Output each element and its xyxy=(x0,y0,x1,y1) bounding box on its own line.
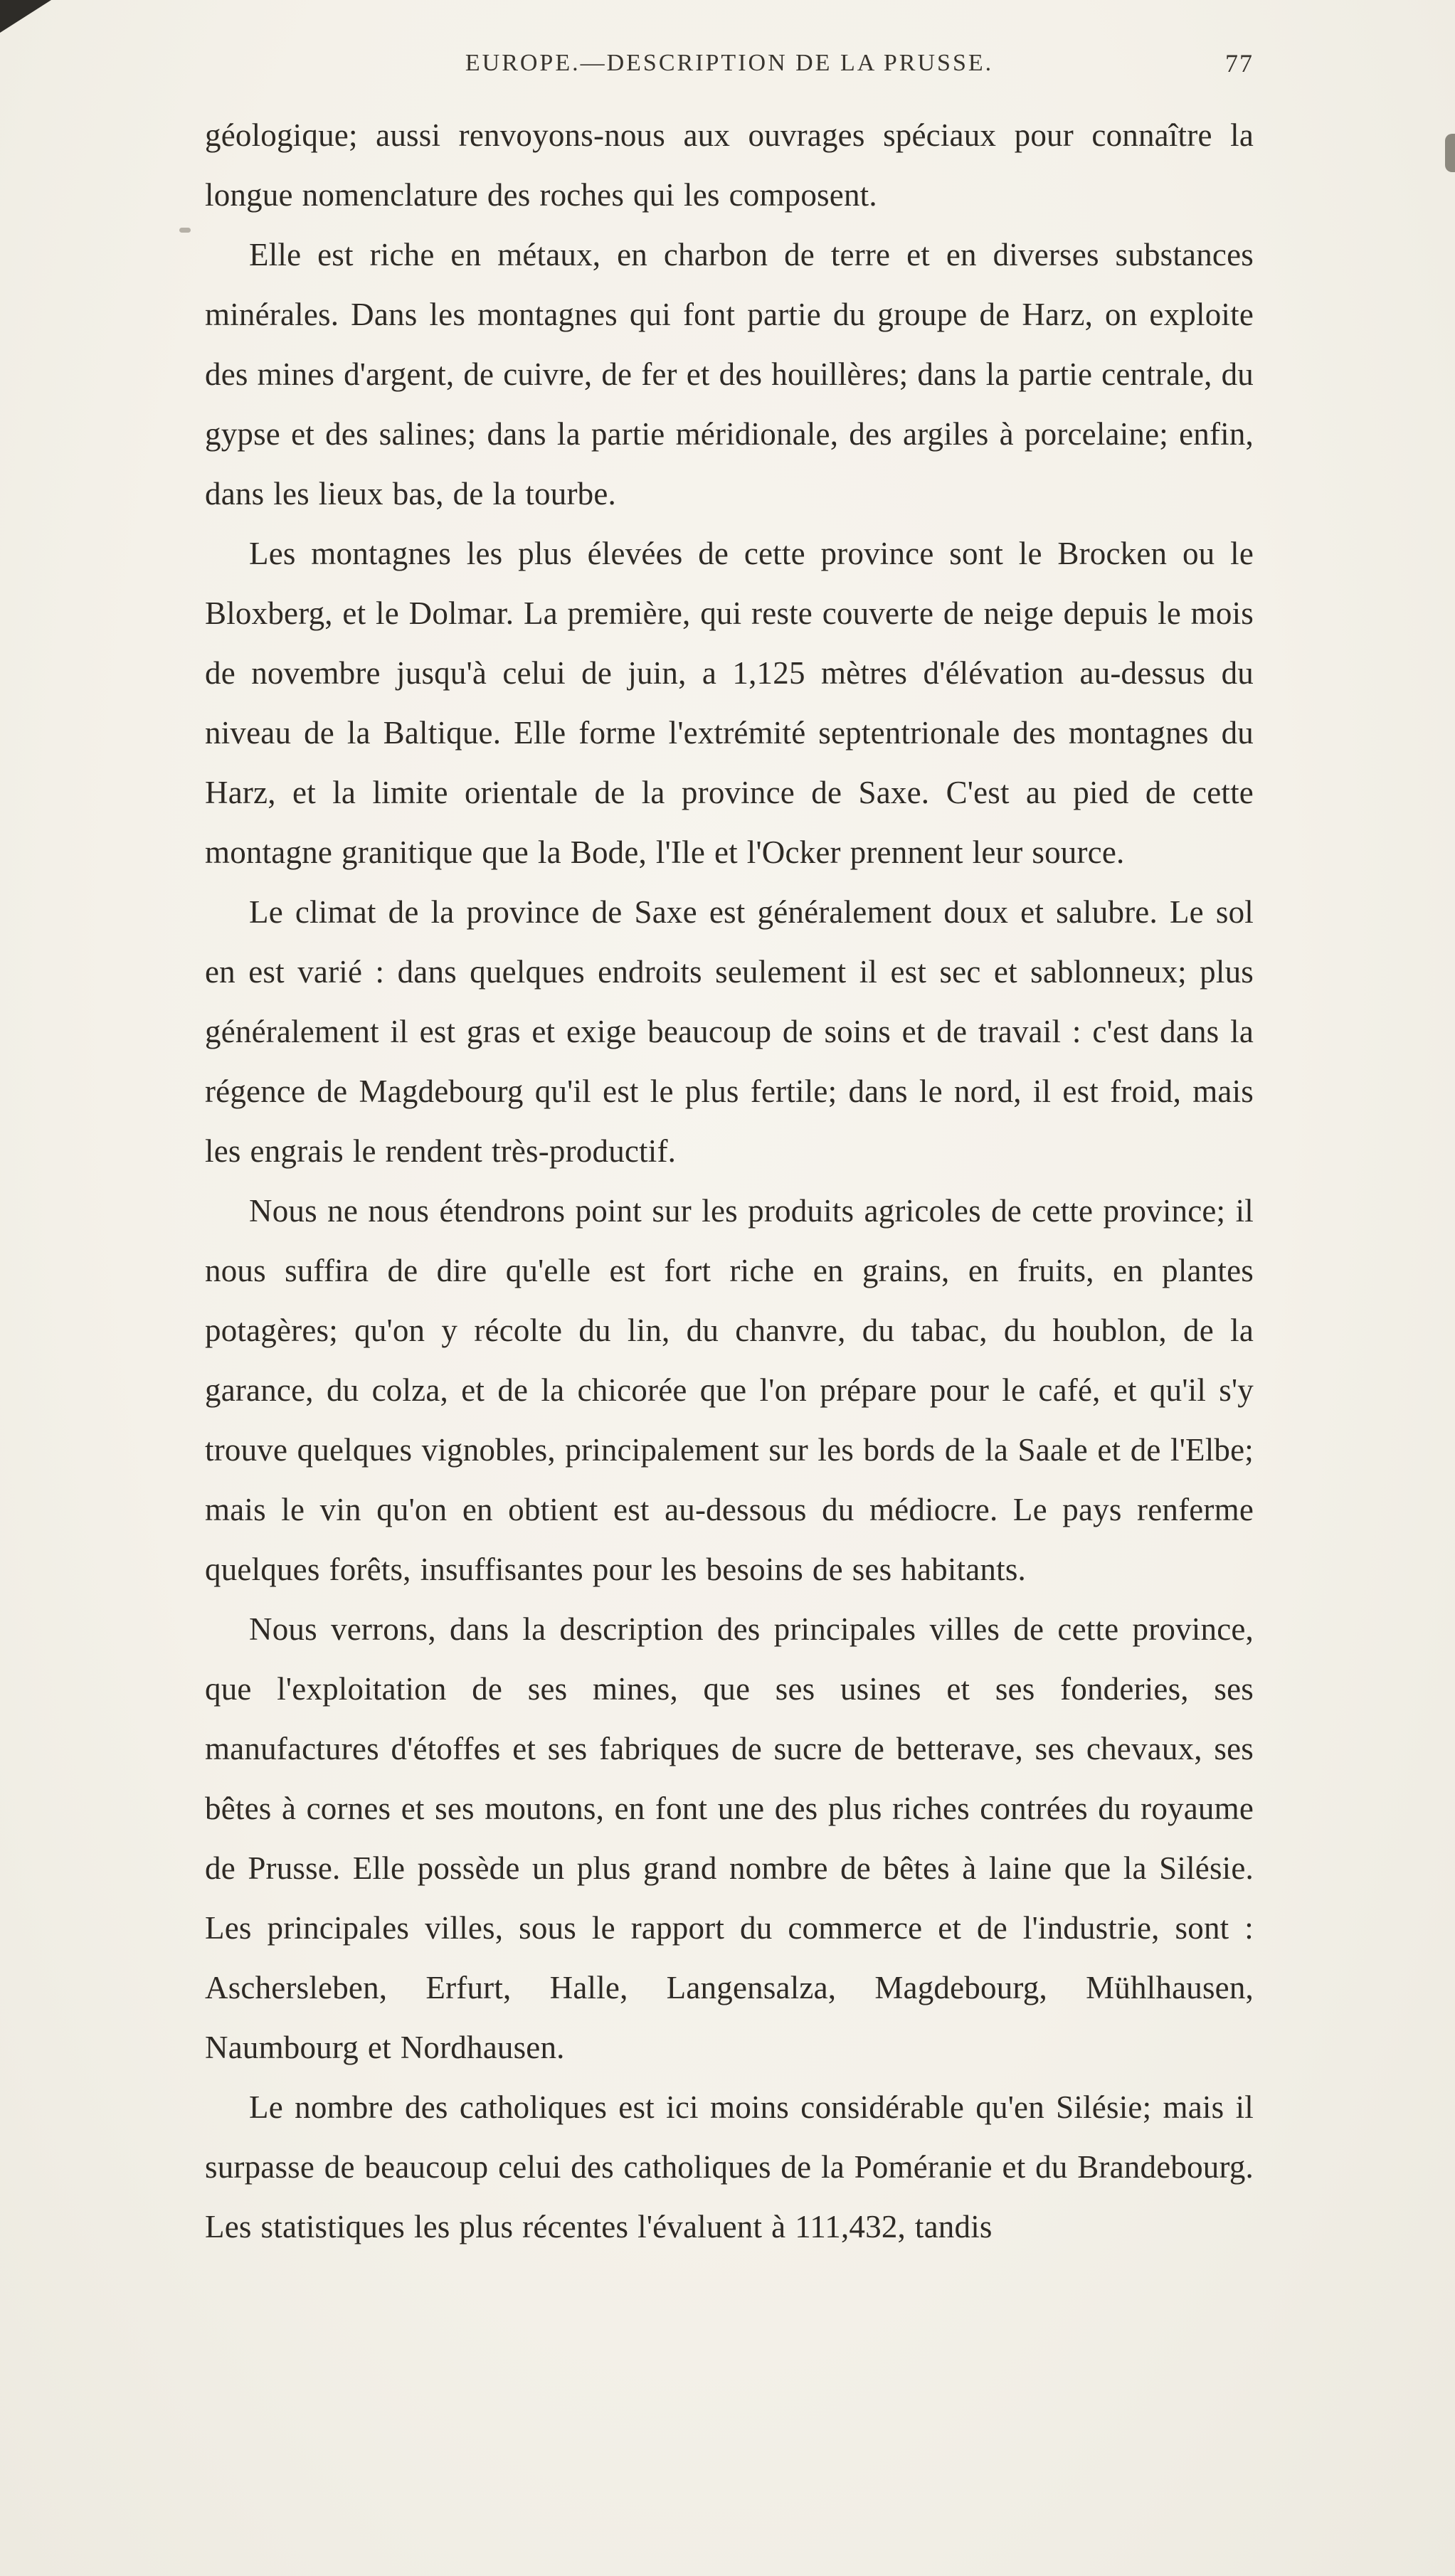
scan-speck-artifact xyxy=(179,228,191,233)
page-number: 77 xyxy=(1225,49,1254,78)
paragraph-climat: Le climat de la province de Saxe est généralement doux et salubre. Le sol en est varié : dans quelques endroits seulement il est sec et sablonneux; plus généralement il est gras et exige beaucoup de soins et de travail : c'est dans la régence de Magdebourg qu'il est le plus fertile; dans le nord, il est froid, mais les engrais le rendent très-productif. xyxy=(205,894,1254,1169)
running-header xyxy=(205,50,1254,95)
paragraph-geologique: géologique; aussi renvoyons-nous aux ouvrages spéciaux pour connaître la longue nomenclature des roches qui les composent. xyxy=(205,117,1254,213)
page-body xyxy=(205,105,1254,2257)
paragraph-produits-agricoles: Nous ne nous étendrons point sur les produits agricoles de cette province; il nous suffira de dire qu'elle est fort riche en grains, en fruits, en plantes potagères; qu'on y récolte du lin, du chanvre, du tabac, du houblon, de la garance, du colza, et de la chicorée que l'on prépare pour le café, et qu'il s'y trouve quelques vignobles, principalement sur les bords de la Saale et de l'Elbe; mais le vin qu'on en obtient est au-dessous du médiocre. Le pays renferme quelques forêts, insuffisantes pour les besoins de ses habitants. xyxy=(205,1193,1254,1587)
paragraph-villes-industrie: Nous verrons, dans la description des principales villes de cette province, que l'exploitation de ses mines, que ses usines et ses fonderies, ses manufactures d'étoffes et ses fabriques de sucre de betterave, ses chevaux, ses bêtes à cornes et ses moutons, en font une des plus riches contrées du royaume de Prusse. Elle possède un plus grand nombre de bêtes à laine que la Silésie. Les principales villes, sous le rapport du commerce et de l'industrie, sont : Aschersleben, Erfurt, Halle, Langensalza, Magdebourg, Mühlhausen, Naumbourg et Nordhausen. xyxy=(205,1611,1254,2065)
paragraph-richesses-minerales: Elle est riche en métaux, en charbon de terre et en diverses substances minérales. Dans les montagnes qui font partie du groupe de Harz, on exploite des mines d'argent, de cuivre, de fer et des houillères; dans la partie centrale, du gypse et des salines; dans la partie méridionale, des argiles à porcelaine; enfin, dans les lieux bas, de la tourbe. xyxy=(205,237,1254,512)
scan-edge-artifact xyxy=(1445,134,1455,172)
running-header-title: EUROPE.—DESCRIPTION DE LA PRUSSE. xyxy=(465,50,994,76)
paragraph-catholiques: Le nombre des catholiques est ici moins considérable qu'en Silésie; mais il surpasse de beaucoup celui des catholiques de la Poméranie et du Brandebourg. Les statistiques les plus récentes l'évaluent à 111,432, tandis xyxy=(205,2089,1254,2244)
scan-corner-artifact xyxy=(0,0,51,33)
paragraph-montagnes: Les montagnes les plus élevées de cette province sont le Brocken ou le Bloxberg, et le Dolmar. La première, qui reste couverte de neige depuis le mois de novembre jusqu'à celui de juin, a 1,125 mètres d'élévation au-dessus du niveau de la Baltique. Elle forme l'extrémité septentrionale des montagnes du Harz, et la limite orientale de la province de Saxe. C'est au pied de cette montagne granitique que la Bode, l'Ile et l'Ocker prennent leur source. xyxy=(205,536,1254,870)
